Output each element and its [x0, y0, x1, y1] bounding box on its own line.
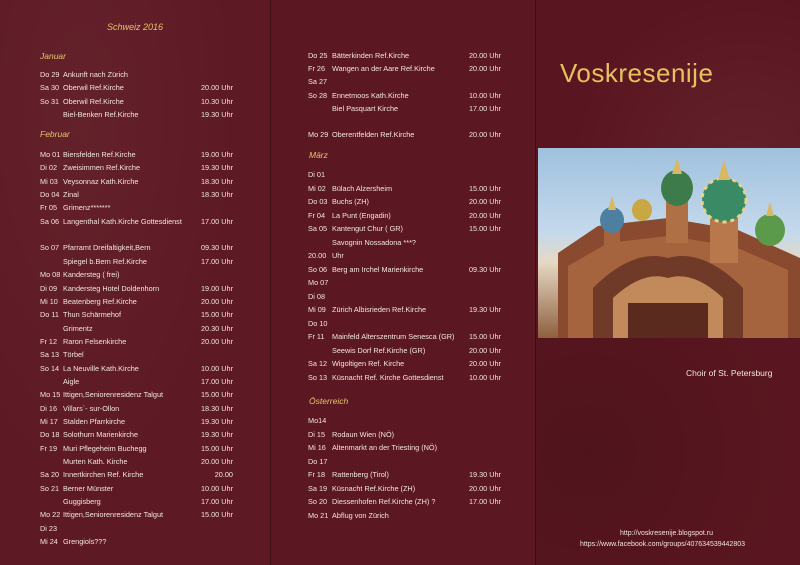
schedule-time: 20.00 Uhr — [200, 336, 233, 346]
schedule-date: So 14 — [40, 363, 60, 373]
schedule-row — [40, 69, 233, 81]
schedule-row — [308, 415, 501, 427]
schedule-row — [40, 389, 233, 401]
schedule-date: So 21 — [40, 483, 60, 493]
schedule-row — [308, 358, 501, 370]
schedule-time: 20.00 — [214, 470, 233, 480]
schedule-date: Do 04 — [40, 190, 60, 200]
schedule-row — [40, 376, 233, 388]
schedule-row — [40, 162, 233, 174]
schedule-row — [40, 242, 233, 254]
schedule-date: Mo 22 — [40, 510, 61, 520]
schedule-row — [40, 82, 233, 94]
schedule-time: 20.00 Uhr — [200, 83, 233, 93]
schedule-venue: Kantengut Chur ( GR) — [332, 224, 403, 233]
schedule-venue: Altenmarkt an der Triesting (NÖ) — [332, 443, 438, 452]
schedule-date: Sa 12 — [308, 359, 328, 368]
schedule-time: 15.00 Uhr — [468, 224, 501, 233]
schedule-time: 20.00 Uhr — [468, 51, 501, 60]
schedule-venue: Mainfeld Alterszentrum Senesca (GR) — [332, 332, 455, 341]
schedule-time: 20.00 Uhr — [468, 210, 501, 220]
month-maerz: März — [309, 150, 328, 160]
schedule-venue: Törbel — [63, 350, 84, 360]
schedule-date: Do 25 — [308, 51, 328, 60]
schedule-time: 09.30 Uhr — [200, 243, 233, 253]
schedule-venue: Murten Kath. Kirche — [63, 457, 128, 467]
schedule-venue: Langenthal Kath.Kirche Gottesdienst — [63, 216, 182, 226]
month-januar: Januar — [40, 51, 66, 61]
schedule-row — [40, 296, 233, 308]
schedule-row — [40, 149, 233, 161]
schedule-venue: Biersfelden Ref.Kirche — [63, 150, 136, 159]
season-heading: Schweiz 2016 — [106, 22, 164, 32]
schedule-row — [40, 269, 233, 281]
schedule-time: 15.00 Uhr — [468, 332, 501, 341]
schedule-venue: Ittigen,Seniorenresidenz Talgut — [63, 390, 164, 400]
schedule-venue: Ankunft nach Zürich — [63, 70, 128, 79]
schedule-date: Di 01 — [308, 170, 326, 179]
schedule-time: 17.00 Uhr — [200, 497, 233, 507]
schedule-venue: Guggisberg — [63, 497, 101, 507]
schedule-row — [40, 496, 233, 508]
schedule-time: 18.30 Uhr — [200, 176, 233, 186]
schedule-date: Sa 27 — [308, 77, 328, 87]
schedule-row — [308, 169, 501, 181]
schedule-time: 20.00 Uhr — [468, 197, 501, 206]
schedule-row — [40, 469, 233, 481]
schedule-time: 15.00 Uhr — [200, 390, 233, 400]
schedule-row — [40, 536, 233, 548]
schedule-row — [40, 509, 233, 521]
schedule-time: 09.30 Uhr — [468, 264, 501, 274]
schedule-time: 20.00 Uhr — [200, 296, 233, 306]
schedule-row — [308, 469, 501, 481]
schedule-venue: Stalden Pfarrkirche — [63, 417, 126, 426]
schedule-venue: Raron Felsenkirche — [63, 336, 127, 346]
schedule-time: 17.00 Uhr — [200, 256, 233, 266]
schedule-venue: La Punt (Engadin) — [332, 210, 391, 220]
schedule-venue: Solothurn Marienkirche — [63, 430, 139, 440]
schedule-row — [308, 291, 501, 303]
schedule-date: Mi 02 — [308, 183, 326, 193]
month-oesterreich: Österreich — [309, 396, 349, 406]
schedule-row — [308, 372, 501, 384]
schedule-venue: Zürich Albisrieden Ref.Kirche — [332, 305, 427, 314]
blog-link[interactable]: http://voskresenije.blogspot.ru — [620, 530, 713, 537]
schedule-date: Mo 07 — [308, 278, 329, 287]
schedule-date: Sa 20 — [40, 470, 60, 480]
schedule-row — [40, 416, 233, 428]
schedule-time: 19.00 Uhr — [200, 150, 233, 159]
fold-line — [535, 0, 536, 565]
schedule-date: Fr 26 — [308, 64, 326, 74]
schedule-venue: Wangen an der Aare Ref.Kirche — [332, 64, 435, 74]
schedule-row — [40, 309, 233, 321]
schedule-date: So 31 — [40, 96, 60, 106]
schedule-date: So 06 — [308, 264, 328, 274]
month-februar: Februar — [40, 129, 70, 139]
schedule-date: Mi 24 — [40, 537, 58, 547]
schedule-date: So 07 — [40, 243, 60, 253]
schedule-row — [40, 443, 233, 455]
schedule-row — [308, 429, 501, 441]
schedule-date: Sa 13 — [40, 350, 60, 360]
schedule-date: Do 17 — [308, 456, 328, 466]
schedule-row — [40, 349, 233, 361]
schedule-time: 19.30 Uhr — [468, 305, 501, 314]
schedule-date: So 20 — [308, 497, 328, 506]
fold-line — [270, 0, 271, 565]
schedule-date: Mo14 — [308, 416, 327, 425]
schedule-date: Do 03 — [308, 197, 328, 206]
schedule-venue: Kandersteg Hotel Doldenhorn — [63, 283, 160, 293]
schedule-venue: Spiegel b.Bern Ref.Kirche — [63, 256, 147, 266]
schedule-date: Do 18 — [40, 430, 60, 440]
schedule-date: Mi 09 — [308, 305, 326, 314]
schedule-date: 20.00 — [308, 251, 327, 260]
schedule-row — [308, 510, 501, 522]
schedule-time: 20.00 Uhr — [468, 130, 501, 140]
schedule-row — [308, 223, 501, 235]
schedule-time: 17.00 Uhr — [200, 376, 233, 386]
schedule-row — [308, 237, 501, 249]
schedule-venue: Rattenberg (Tirol) — [332, 470, 389, 479]
schedule-row — [40, 336, 233, 348]
schedule-row — [308, 264, 501, 276]
schedule-time: 10.00 Uhr — [200, 483, 233, 493]
schedule-row — [40, 256, 233, 268]
schedule-time: 17.00 Uhr — [468, 497, 501, 506]
schedule-venue: Küsnacht Ref.Kirche (ZH) — [332, 483, 416, 493]
schedule-row — [40, 403, 233, 415]
schedule-time: 20.00 Uhr — [468, 64, 501, 74]
schedule-date: Mi 16 — [308, 443, 326, 452]
schedule-date: So 28 — [308, 90, 328, 100]
schedule-date: Do 11 — [40, 310, 59, 320]
schedule-row — [308, 63, 501, 75]
schedule-date: Mi 03 — [40, 176, 58, 186]
schedule-date: Di 09 — [40, 283, 58, 293]
schedule-time: 20.00 Uhr — [468, 483, 501, 493]
schedule-time: 19.30 Uhr — [200, 417, 233, 426]
schedule-row — [40, 456, 233, 468]
schedule-venue: Abflug von Zürich — [332, 510, 389, 520]
schedule-date: So 13 — [308, 372, 328, 382]
schedule-date: Fr 05 — [40, 203, 58, 213]
schedule-row — [40, 283, 233, 295]
schedule-date: Mo 01 — [40, 150, 61, 159]
schedule-time: 10.00 Uhr — [200, 363, 233, 373]
cathedral-photo — [538, 148, 800, 338]
schedule-row — [40, 96, 233, 108]
schedule-date: Di 15 — [308, 429, 326, 439]
schedule-row — [40, 523, 233, 535]
schedule-date: Fr 11 — [308, 332, 325, 341]
schedule-time: 17.00 Uhr — [200, 216, 233, 226]
schedule-row — [308, 76, 501, 88]
schedule-time: 20.00 Uhr — [468, 359, 501, 368]
schedule-row — [308, 103, 501, 115]
schedule-venue: Villars`- sur-Ollon — [63, 403, 120, 413]
schedule-venue: Kandersteg ( frei) — [63, 270, 120, 280]
schedule-venue: Pfarramt Dreifaltigkeit,Bern — [63, 243, 151, 253]
schedule-row — [308, 442, 501, 454]
schedule-date: Sa 05 — [308, 224, 328, 233]
schedule-time: 19.30 Uhr — [200, 110, 233, 120]
schedule-venue: Zweisimmen Ref.Kirche — [63, 163, 141, 173]
schedule-row — [308, 483, 501, 495]
schedule-time: 17.00 Uhr — [468, 103, 501, 113]
schedule-row — [40, 176, 233, 188]
schedule-time: 20.00 Uhr — [200, 457, 233, 467]
schedule-venue: Bätterkinden Ref.Kirche — [332, 51, 410, 60]
schedule-time: 19.00 Uhr — [200, 283, 233, 293]
schedule-venue: Wigoltigen Ref. Kirche — [332, 359, 405, 368]
schedule-venue: Oberwil Ref.Kirche — [63, 96, 124, 106]
schedule-date: Di 16 — [40, 403, 58, 413]
schedule-row — [308, 318, 501, 330]
schedule-venue: Grengiols??? — [63, 537, 107, 547]
schedule-row — [308, 496, 501, 508]
schedule-date: Mo 21 — [308, 510, 329, 520]
schedule-time: 18.30 Uhr — [200, 403, 233, 413]
schedule-date: Sa 06 — [40, 216, 60, 226]
schedule-venue: La Neuville Kath.Kirche — [63, 363, 139, 373]
schedule-time: 20.30 Uhr — [200, 323, 233, 333]
schedule-time: 19.30 Uhr — [200, 430, 233, 440]
schedule-venue: Rodaun Wien (NÖ) — [332, 429, 395, 439]
schedule-time: 10.00 Uhr — [468, 90, 501, 100]
schedule-row — [40, 483, 233, 495]
schedule-row — [308, 456, 501, 468]
schedule-venue: Ittigen,Seniorenresidenz Talgut — [63, 510, 164, 520]
schedule-date: Mo 08 — [40, 270, 61, 280]
schedule-row — [40, 323, 233, 335]
schedule-row — [308, 129, 501, 141]
choir-title: Voskresenije — [560, 58, 714, 88]
schedule-date: Di 08 — [308, 291, 326, 301]
schedule-row — [308, 331, 501, 343]
schedule-row — [40, 229, 233, 241]
schedule-date: Mo 15 — [40, 390, 61, 400]
schedule-venue: Uhr — [332, 251, 344, 260]
schedule-row — [308, 250, 501, 262]
schedule-date: Fr 04 — [308, 210, 326, 220]
schedule-row — [40, 216, 233, 228]
schedule-venue: Bülach Alzersheim — [332, 183, 393, 193]
schedule-time: 20.00 Uhr — [468, 345, 501, 355]
schedule-venue: Diessenhofen Ref.Kirche (ZH) ? — [332, 497, 436, 506]
schedule-venue: Seewis Dorf Ref.Kirche (GR) — [332, 345, 426, 355]
schedule-time: 15.00 Uhr — [200, 510, 233, 520]
schedule-row — [40, 429, 233, 441]
schedule-venue: Thun Schärmehof — [63, 310, 122, 320]
schedule-venue: Innertkirchen Ref. Kirche — [63, 470, 144, 480]
schedule-venue: Grimenz******* — [63, 203, 111, 213]
schedule-time: 18.30 Uhr — [200, 190, 233, 200]
schedule-date: Di 23 — [40, 523, 58, 533]
schedule-date: Fr 18 — [308, 470, 326, 479]
schedule-venue: Buchs (ZH) — [332, 197, 369, 206]
schedule-row — [308, 304, 501, 316]
schedule-row — [40, 109, 233, 121]
schedule-venue: Biel-Benken Ref.Kirche — [63, 110, 139, 120]
schedule-row — [308, 196, 501, 208]
schedule-venue: Savognin Nossadona ***? — [332, 237, 416, 247]
schedule-venue: Muri Pflegeheim Buchegg — [63, 443, 147, 453]
schedule-time: 10.00 Uhr — [468, 372, 501, 382]
schedule-row — [308, 116, 501, 128]
schedule-date: Di 02 — [40, 163, 58, 173]
schedule-venue: Oberentfelden Ref.Kirche — [332, 130, 415, 140]
schedule-time: 15.00 Uhr — [200, 443, 233, 453]
schedule-row — [308, 183, 501, 195]
schedule-date: Mi 10 — [40, 296, 58, 306]
schedule-venue: Zinal — [63, 190, 79, 200]
schedule-time: 15.00 Uhr — [200, 310, 233, 320]
schedule-venue: Aigle — [63, 376, 80, 386]
schedule-venue: Berner Münster — [63, 483, 114, 493]
schedule-row — [40, 363, 233, 375]
schedule-time: 10.30 Uhr — [200, 96, 233, 106]
schedule-row — [308, 50, 501, 62]
schedule-row — [40, 189, 233, 201]
schedule-date: Sa 19 — [308, 483, 328, 493]
schedule-date: Do 29 — [40, 70, 60, 79]
schedule-venue: Berg am Irchel Marienkirche — [332, 264, 424, 274]
schedule-date: Mo 29 — [308, 130, 329, 140]
schedule-row — [308, 90, 501, 102]
schedule-time: 15.00 Uhr — [468, 183, 501, 193]
schedule-venue: Veysonnaz Kath.Kirche — [63, 176, 139, 186]
schedule-date: Do 10 — [308, 318, 328, 328]
schedule-row — [308, 210, 501, 222]
schedule-venue: Oberwil Ref.Kirche — [63, 83, 124, 93]
schedule-row — [308, 277, 501, 289]
schedule-row — [308, 345, 501, 357]
schedule-time: 19.30 Uhr — [468, 470, 501, 479]
schedule-date: Mi 17 — [40, 417, 58, 426]
schedule-venue: Beatenberg Ref.Kirche — [63, 296, 137, 306]
schedule-date: Fr 19 — [40, 443, 58, 453]
schedule-venue: Grimentz — [63, 323, 93, 333]
schedule-date: Sa 30 — [40, 83, 60, 93]
facebook-link[interactable]: https://www.facebook.com/groups/407634539442803 — [580, 541, 746, 548]
choir-subtitle: Choir of St. Petersburg — [686, 368, 773, 378]
schedule-venue: Küsnacht Ref. Kirche Gottesdienst — [332, 372, 444, 382]
schedule-date: Fr 12 — [40, 336, 58, 346]
schedule-row — [40, 202, 233, 214]
cathedral-illustration — [538, 148, 800, 338]
schedule-time: 19.30 Uhr — [200, 163, 233, 173]
schedule-venue: Biel Pasquart Kirche — [332, 103, 399, 113]
schedule-venue: Ennetmoos Kath.Kirche — [332, 90, 409, 100]
